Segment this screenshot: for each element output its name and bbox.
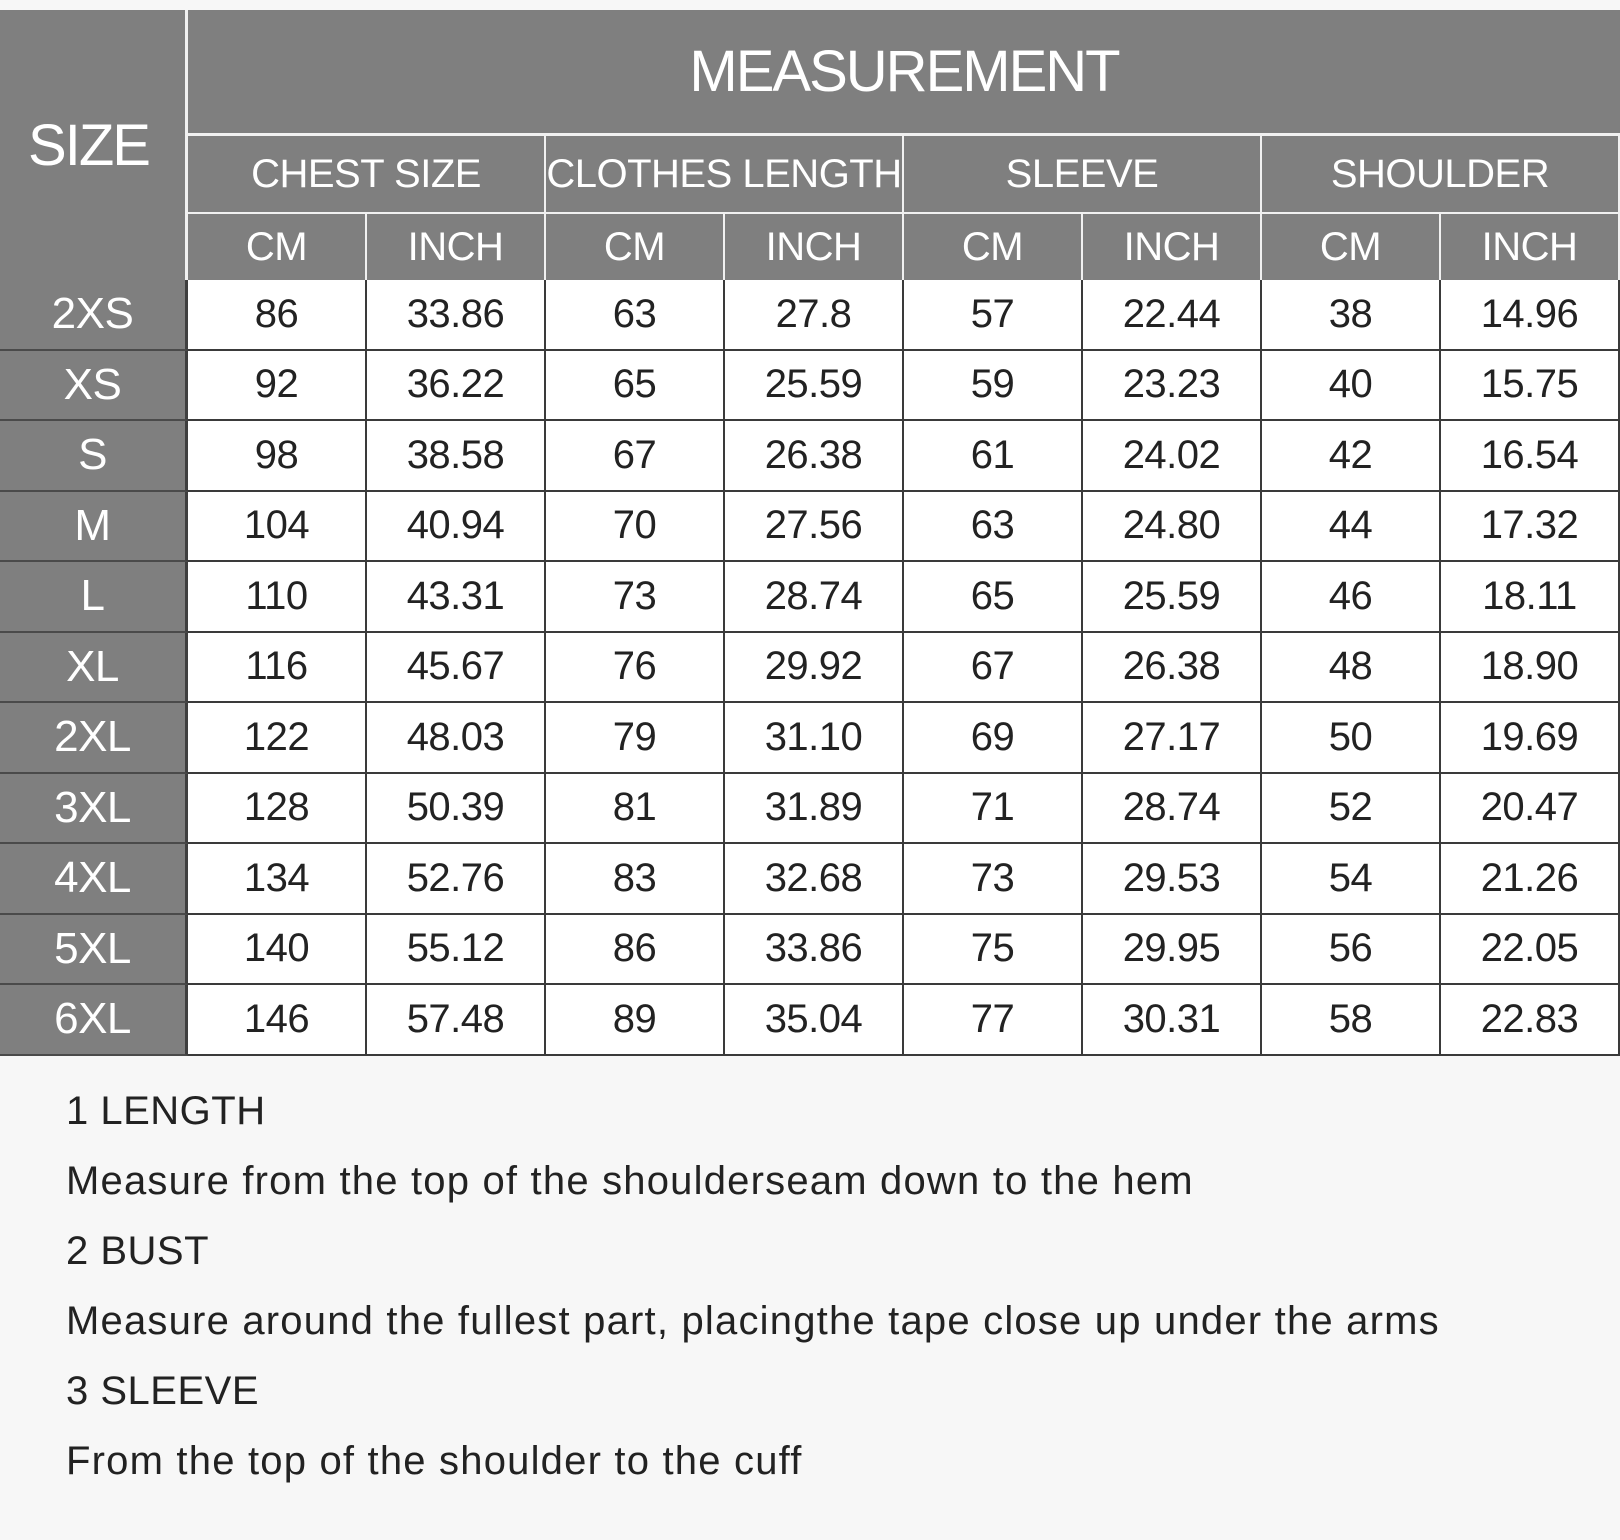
table-cell: 81: [546, 774, 725, 845]
table-cell: 30.31: [1083, 985, 1262, 1056]
table-cell: 32.68: [725, 844, 904, 915]
unit-header-inch: INCH: [1083, 214, 1262, 280]
table-cell: 36.22: [367, 351, 546, 422]
table-cell: 92: [188, 351, 367, 422]
table-cell: 104: [188, 492, 367, 563]
group-header-clothes-length: CLOTHES LENGTH: [546, 136, 904, 214]
size-label-cell: 4XL: [0, 844, 188, 915]
table-cell: 44: [1262, 492, 1441, 563]
table-cell: 28.74: [1083, 774, 1262, 845]
table-cell: 27.8: [725, 280, 904, 351]
table-cell: 27.56: [725, 492, 904, 563]
table-cell: 73: [546, 562, 725, 633]
table-cell: 19.69: [1441, 703, 1620, 774]
table-cell: 33.86: [367, 280, 546, 351]
table-cell: 86: [188, 280, 367, 351]
unit-header-inch: INCH: [367, 214, 546, 280]
table-cell: 22.44: [1083, 280, 1262, 351]
note-heading: 1 LENGTH: [66, 1089, 266, 1133]
size-label-cell: L: [0, 562, 188, 633]
table-cell: 63: [904, 492, 1083, 563]
table-cell: 26.38: [1083, 633, 1262, 704]
table-cell: 35.04: [725, 985, 904, 1056]
table-cell: 77: [904, 985, 1083, 1056]
table-cell: 83: [546, 844, 725, 915]
table-cell: 50: [1262, 703, 1441, 774]
note-text: Measure from the top of the shoulderseam down to the hem: [66, 1159, 1194, 1203]
unit-header-inch: INCH: [1441, 214, 1620, 280]
table-cell: 67: [904, 633, 1083, 704]
table-cell: 56: [1262, 915, 1441, 986]
size-label-cell: S: [0, 421, 188, 492]
unit-header-inch: INCH: [725, 214, 904, 280]
table-cell: 65: [904, 562, 1083, 633]
table-cell: 128: [188, 774, 367, 845]
table-cell: 134: [188, 844, 367, 915]
table-cell: 140: [188, 915, 367, 986]
table-cell: 38.58: [367, 421, 546, 492]
table-cell: 25.59: [1083, 562, 1262, 633]
size-label-cell: 2XL: [0, 703, 188, 774]
table-cell: 116: [188, 633, 367, 704]
table-cell: 76: [546, 633, 725, 704]
table-cell: 16.54: [1441, 421, 1620, 492]
table-cell: 52: [1262, 774, 1441, 845]
size-label-cell: 3XL: [0, 774, 188, 845]
table-cell: 26.38: [725, 421, 904, 492]
size-chart-table: [0, 10, 1620, 1056]
table-cell: 122: [188, 703, 367, 774]
table-cell: 20.47: [1441, 774, 1620, 845]
note-heading: 2 BUST: [66, 1229, 210, 1273]
table-cell: 46: [1262, 562, 1441, 633]
group-header-chest-size: CHEST SIZE: [188, 136, 546, 214]
table-cell: 57.48: [367, 985, 546, 1056]
unit-header-cm: CM: [1262, 214, 1441, 280]
table-cell: 23.23: [1083, 351, 1262, 422]
table-cell: 86: [546, 915, 725, 986]
table-cell: 33.86: [725, 915, 904, 986]
note-text: From the top of the shoulder to the cuff: [66, 1439, 803, 1483]
table-cell: 43.31: [367, 562, 546, 633]
table-cell: 29.53: [1083, 844, 1262, 915]
table-cell: 58: [1262, 985, 1441, 1056]
measurement-header: MEASUREMENT: [188, 10, 1620, 136]
table-cell: 54: [1262, 844, 1441, 915]
table-cell: 42: [1262, 421, 1441, 492]
table-cell: 89: [546, 985, 725, 1056]
size-label-cell: 5XL: [0, 915, 188, 986]
table-cell: 29.92: [725, 633, 904, 704]
table-cell: 57: [904, 280, 1083, 351]
table-cell: 22.05: [1441, 915, 1620, 986]
size-column-header: SIZE: [0, 10, 188, 280]
table-cell: 70: [546, 492, 725, 563]
size-label-cell: 6XL: [0, 985, 188, 1056]
table-cell: 65: [546, 351, 725, 422]
table-cell: 48: [1262, 633, 1441, 704]
table-cell: 73: [904, 844, 1083, 915]
table-cell: 40: [1262, 351, 1441, 422]
size-label-cell: 2XS: [0, 280, 188, 351]
table-cell: 67: [546, 421, 725, 492]
table-cell: 98: [188, 421, 367, 492]
table-cell: 48.03: [367, 703, 546, 774]
unit-header-cm: CM: [188, 214, 367, 280]
size-label-cell: XS: [0, 351, 188, 422]
table-cell: 59: [904, 351, 1083, 422]
table-cell: 110: [188, 562, 367, 633]
table-cell: 24.02: [1083, 421, 1262, 492]
table-cell: 21.26: [1441, 844, 1620, 915]
table-cell: 55.12: [367, 915, 546, 986]
table-cell: 29.95: [1083, 915, 1262, 986]
table-cell: 75: [904, 915, 1083, 986]
measurement-notes: [66, 1086, 1596, 1506]
table-cell: 31.89: [725, 774, 904, 845]
table-cell: 18.90: [1441, 633, 1620, 704]
table-cell: 24.80: [1083, 492, 1262, 563]
table-cell: 14.96: [1441, 280, 1620, 351]
table-cell: 79: [546, 703, 725, 774]
table-cell: 40.94: [367, 492, 546, 563]
table-cell: 22.83: [1441, 985, 1620, 1056]
table-cell: 146: [188, 985, 367, 1056]
table-cell: 45.67: [367, 633, 546, 704]
table-cell: 69: [904, 703, 1083, 774]
unit-header-cm: CM: [904, 214, 1083, 280]
table-cell: 50.39: [367, 774, 546, 845]
size-label-cell: XL: [0, 633, 188, 704]
table-cell: 17.32: [1441, 492, 1620, 563]
note-heading: 3 SLEEVE: [66, 1369, 260, 1413]
table-cell: 52.76: [367, 844, 546, 915]
size-label-cell: M: [0, 492, 188, 563]
group-header-sleeve: SLEEVE: [904, 136, 1262, 214]
table-cell: 28.74: [725, 562, 904, 633]
table-cell: 63: [546, 280, 725, 351]
table-cell: 15.75: [1441, 351, 1620, 422]
unit-header-cm: CM: [546, 214, 725, 280]
table-cell: 25.59: [725, 351, 904, 422]
table-cell: 71: [904, 774, 1083, 845]
table-cell: 31.10: [725, 703, 904, 774]
table-cell: 61: [904, 421, 1083, 492]
group-header-shoulder: SHOULDER: [1262, 136, 1620, 214]
note-text: Measure around the fullest part, placingthe tape close up under the arms: [66, 1299, 1440, 1343]
table-cell: 38: [1262, 280, 1441, 351]
table-cell: 27.17: [1083, 703, 1262, 774]
table-cell: 18.11: [1441, 562, 1620, 633]
